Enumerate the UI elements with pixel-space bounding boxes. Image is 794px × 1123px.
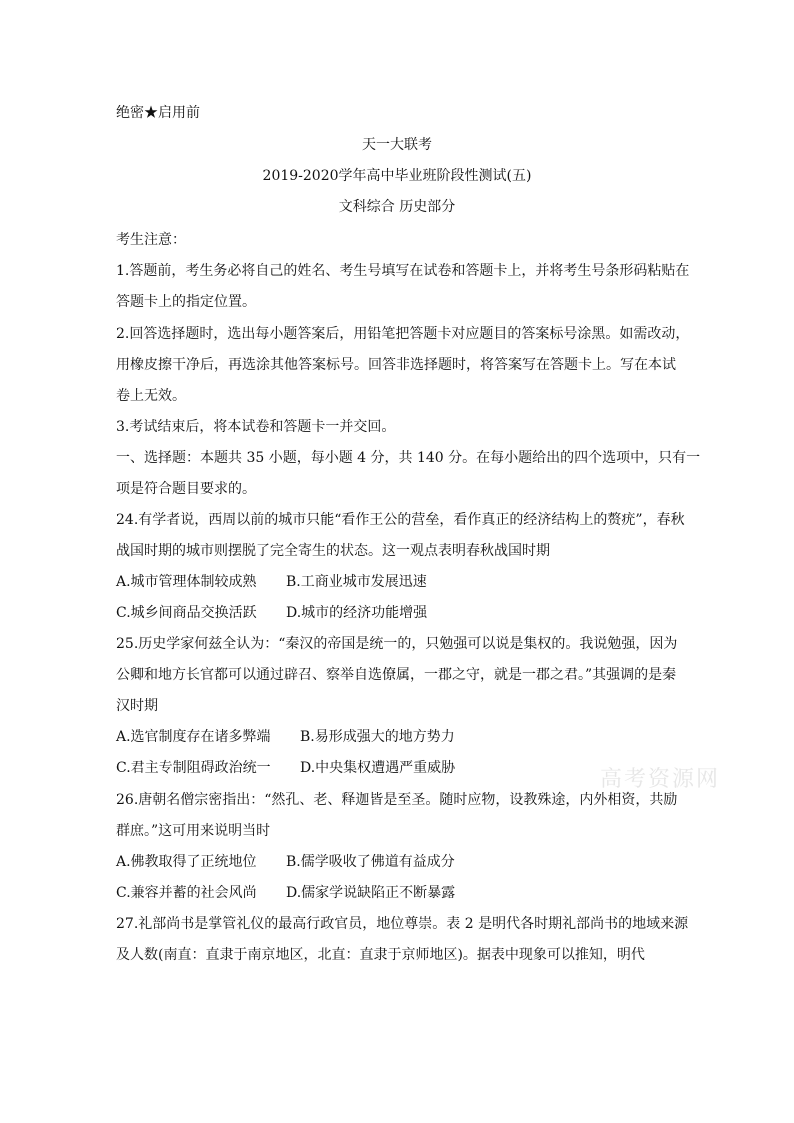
- question-24-option-b: B.工商业城市发展迅速: [286, 574, 427, 590]
- question-25-option-d: D.中央集权遭遇严重威胁: [300, 760, 456, 776]
- question-26-stem-cont: 群庶。”这可用来说明当时: [116, 823, 271, 839]
- question-26-stem: 26.唐朝名僧宗密指出：“然孔、老、释迦皆是至圣。随时应物，设教殊途，内外相资，共励: [116, 792, 678, 808]
- secret-mark: 绝密★启用前: [116, 105, 200, 121]
- exam-subject: 文科综合 历史部分: [338, 199, 456, 215]
- question-26-option-d: D.儒家学说缺陷正不断暴露: [286, 885, 456, 901]
- notice-item-3: 3.考试结束后，将本试卷和答题卡一并交回。: [116, 419, 396, 435]
- question-25-stem-cont2: 汉时期: [116, 698, 158, 714]
- section-instructions: 一、选择题：本题共 35 小题，每小题 4 分，共 140 分。在每小题给出的四个选项中，只有一: [116, 450, 701, 466]
- question-25-option-b: B.易形成强大的地方势力: [300, 729, 455, 745]
- question-26-option-c: C.兼容并蓄的社会风尚: [116, 885, 257, 901]
- watermark: 高考资源网: [600, 767, 721, 792]
- question-25-stem-cont: 公卿和地方长官都可以通过辟召、察举自选僚属，一郡之守，就是一郡之君。”其强调的是秦: [116, 667, 677, 683]
- question-25-option-a: A.选官制度存在诸多弊端: [116, 729, 271, 745]
- question-24-stem-cont: 战国时期的城市则摆脱了完全寄生的状态。这一观点表明春秋战国时期: [116, 543, 550, 559]
- question-26-option-a: A.佛教取得了正统地位: [116, 854, 257, 870]
- question-25-option-c: C.君主专制阻碍政治统一: [116, 760, 271, 776]
- notice-title: 考生注意：: [116, 232, 186, 248]
- question-26-option-b: B.儒学吸收了佛道有益成分: [286, 854, 455, 870]
- question-24-stem: 24.有学者说，西周以前的城市只能“看作王公的营垒，看作真正的经济结构上的赘疣”，春秋: [116, 512, 685, 528]
- question-24-option-c: C.城乡间商品交换活跃: [116, 605, 257, 621]
- notice-item-2-cont2: 卷上无效。: [116, 388, 186, 404]
- exam-org: 天一大联考: [362, 137, 432, 153]
- question-27-stem-cont: 及人数(南直：直隶于南京地区，北直：直隶于京师地区)。据表中现象可以推知，明代: [116, 947, 645, 963]
- question-27-stem: 27.礼部尚书是掌管礼仪的最高行政官员，地位尊崇。表 2 是明代各时期礼部尚书的地域来源: [116, 916, 689, 932]
- exam-title: 2019-2020学年高中毕业班阶段性测试(五): [262, 168, 532, 184]
- question-24-option-a: A.城市管理体制较成熟: [116, 574, 257, 590]
- section-instructions-cont: 项是符合题目要求的。: [116, 481, 256, 497]
- notice-item-2: 2.回答选择题时，选出每小题答案后，用铅笔把答题卡对应题目的答案标号涂黑。如需改动，: [116, 326, 690, 342]
- notice-item-2-cont: 用橡皮擦干净后，再选涂其他答案标号。回答非选择题时，将答案写在答题卡上。写在本试: [116, 357, 676, 373]
- notice-item-1: 1.答题前，考生务必将自己的姓名、考生号填写在试卷和答题卡上，并将考生号条形码粘贴在: [116, 263, 690, 279]
- question-25-stem: 25.历史学家何兹全认为：“秦汉的帝国是统一的，只勉强可以说是集权的。我说勉强，因为: [116, 636, 678, 652]
- question-24-option-d: D.城市的经济功能增强: [286, 605, 428, 621]
- notice-item-1-cont: 答题卡上的指定位置。: [116, 294, 256, 310]
